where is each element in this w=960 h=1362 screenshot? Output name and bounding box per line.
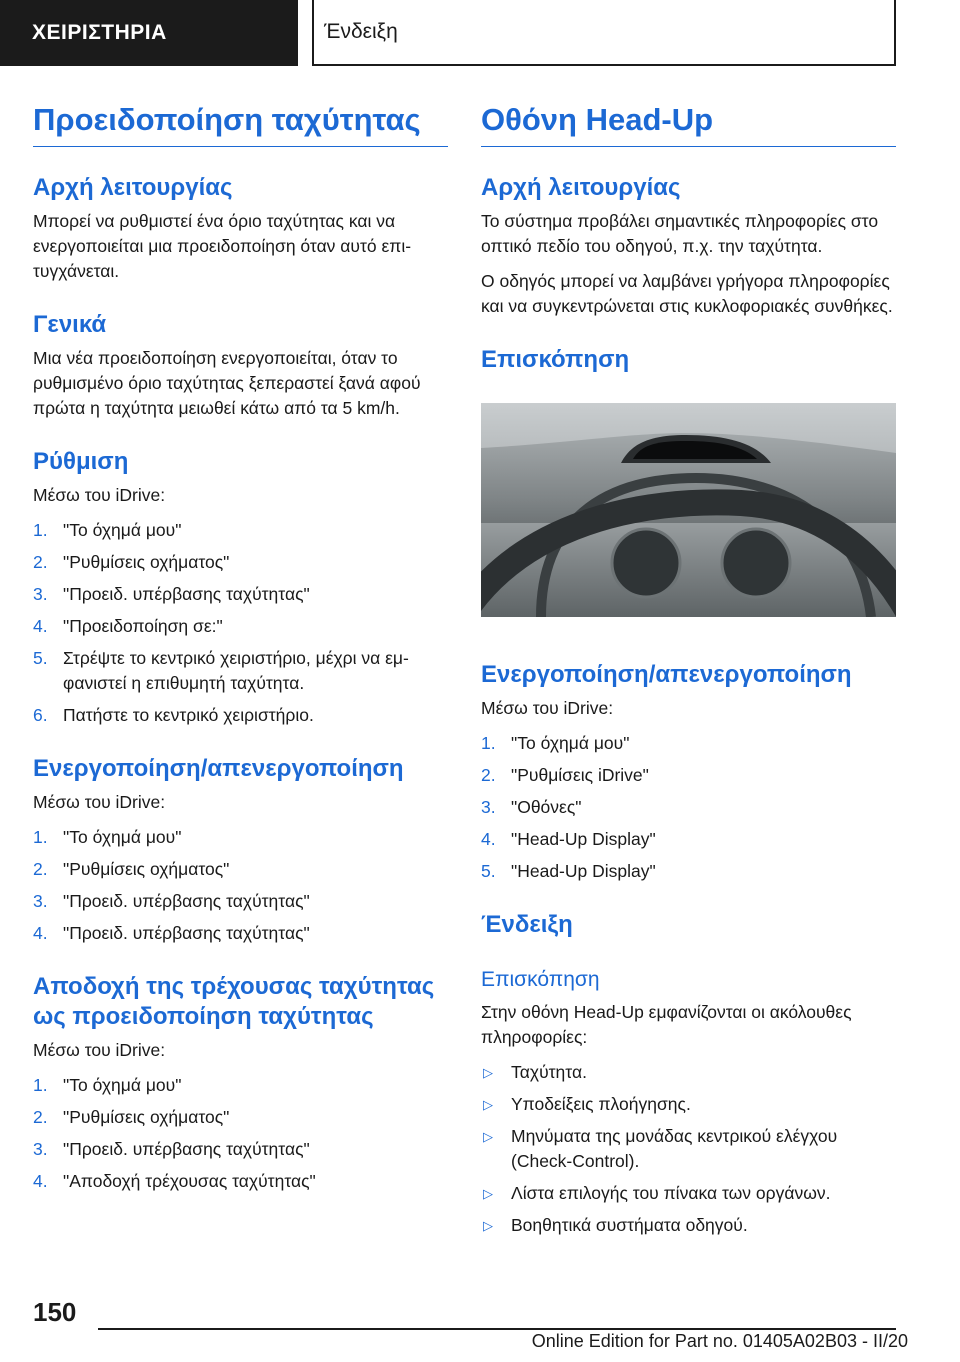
- step-text: "Ρυθμίσεις οχήματος": [63, 859, 230, 879]
- bullet-triangle-icon: ▷: [483, 1218, 493, 1233]
- step-number: 4.: [33, 1171, 48, 1191]
- list-item: [481, 1060, 896, 1085]
- list-item: [481, 827, 896, 852]
- bullet-text: Λίστα επιλογής του πίνακα των οργάνων.: [511, 1183, 831, 1203]
- tachometer-gauge: [722, 529, 790, 597]
- step-text: "Το όχημά μου": [511, 733, 630, 753]
- principle-text: Μπορεί να ρυθμιστεί ένα όριο ταχύτητας και να ενεργοποιείται μια προειδοποίηση όταν αυτό επιτυγχάνεται.: [33, 211, 412, 281]
- display-intro: Στην οθόνη Head-Up εμφανίζονται οι ακόλουθες πληροφορίες:: [481, 1002, 852, 1047]
- step-number: 3.: [33, 891, 48, 911]
- list-item: [33, 857, 448, 882]
- display-info-list: [481, 1060, 896, 1238]
- list-item: [481, 859, 896, 884]
- bullet-text: Βοηθητικά συστήματα οδηγού.: [511, 1215, 748, 1235]
- list-item: [33, 703, 448, 728]
- heading-general: Γενικά: [33, 311, 107, 338]
- footer-divider: [98, 1328, 896, 1330]
- list-item: [481, 731, 896, 756]
- step-text: "Ρυθμίσεις οχήματος": [63, 1107, 230, 1127]
- chapter-label: Ένδειξη: [324, 20, 398, 43]
- speedometer-gauge: [612, 529, 680, 597]
- step-text: "Head-Up Display": [511, 829, 656, 849]
- heading-accept-speed: Αποδοχή της τρέχουσας ταχύτητας ως προειδοποίηση ταχύτητας: [33, 973, 435, 1030]
- step-text: "Προειδ. υπέρβασης ταχύτητας": [63, 923, 310, 943]
- left-page-title: Προειδοποίηση ταχύτητας: [33, 100, 448, 147]
- list-item: [33, 1073, 448, 1098]
- bullet-text: Υποδείξεις πλοήγησης.: [511, 1094, 691, 1114]
- section-tab: [0, 0, 298, 66]
- step-text: "Το όχημά μου": [63, 827, 182, 847]
- head-up-display-photo: [481, 403, 896, 617]
- heading-hud-principle: Αρχή λειτουργίας: [481, 174, 681, 201]
- bullet-text: Μηνύματα της μονάδας κεντρικού ελέγχου (Check-Control).: [511, 1126, 838, 1171]
- step-number: 3.: [33, 1139, 48, 1159]
- setting-intro: Μέσω του iDrive:: [33, 485, 166, 505]
- step-number: 1.: [481, 733, 496, 753]
- step-text: "Οθόνες": [511, 797, 582, 817]
- list-item: [481, 1213, 896, 1238]
- list-item: [33, 518, 448, 543]
- bullet-triangle-icon: ▷: [483, 1097, 493, 1112]
- step-number: 4.: [481, 829, 496, 849]
- step-text: "Προειδ. υπέρβασης ταχύτητας": [63, 584, 310, 604]
- heading-hud-on-off: Ενεργοποίηση/απενεργοποίηση: [481, 661, 852, 688]
- setting-steps: [33, 518, 448, 728]
- step-number: 6.: [33, 705, 48, 725]
- list-item: [481, 763, 896, 788]
- list-item: [33, 646, 448, 696]
- bullet-triangle-icon: ▷: [483, 1065, 493, 1080]
- list-item: [481, 795, 896, 820]
- list-item: [33, 614, 448, 639]
- step-text: "Ρυθμίσεις οχήματος": [63, 552, 230, 572]
- step-text: "Αποδοχή τρέχουσας ταχύτητας": [63, 1171, 316, 1191]
- step-number: 1.: [33, 827, 48, 847]
- page-number: 150: [33, 1297, 77, 1327]
- right-column: [481, 100, 896, 1245]
- hud-on-off-intro: Μέσω του iDrive:: [481, 698, 614, 718]
- on-off-intro: Μέσω του iDrive:: [33, 792, 166, 812]
- bullet-triangle-icon: ▷: [483, 1129, 493, 1144]
- list-item: [33, 1137, 448, 1162]
- hud-on-off-steps: [481, 731, 896, 884]
- step-text: "Προειδ. υπέρβασης ταχύτητας": [63, 1139, 310, 1159]
- step-number: 2.: [33, 552, 48, 572]
- step-number: 2.: [33, 859, 48, 879]
- general-text: Μια νέα προειδοποίηση ενεργοποιείται, όταν το ρυθμισμένο όριο ταχύτητας ξεπεραστεί ξανά αφού πρώτα η ταχύτητα μειωθεί κάτω από τα 5 km/h.: [33, 348, 421, 418]
- left-column: [33, 100, 448, 1201]
- hud-principle-text-1: Το σύστημα προβάλει σημαντικές πληροφορίες στο οπτικό πεδίο του οδηγού, π.χ. την ταχύτητα.: [481, 211, 879, 256]
- list-item: [481, 1124, 896, 1174]
- step-text: "Το όχημά μου": [63, 1075, 182, 1095]
- step-text: "Προειδοποίηση σε:": [63, 616, 223, 636]
- step-text: Πατήστε το κεντρικό χειριστήριο.: [63, 705, 314, 725]
- list-item: [33, 582, 448, 607]
- heading-overview: Επισκόπηση: [481, 346, 630, 373]
- step-number: 1.: [33, 1075, 48, 1095]
- step-text: "Head-Up Display": [511, 861, 656, 881]
- list-item: [33, 1105, 448, 1130]
- step-text: "Ρυθμίσεις iDrive": [511, 765, 649, 785]
- heading-principle: Αρχή λειτουργίας: [33, 174, 233, 201]
- step-number: 3.: [33, 584, 48, 604]
- accept-speed-intro: Μέσω του iDrive:: [33, 1040, 166, 1060]
- heading-on-off: Ενεργοποίηση/απενεργοποίηση: [33, 755, 404, 782]
- step-number: 2.: [33, 1107, 48, 1127]
- subheading-overview: Επισκόπηση: [481, 968, 600, 991]
- accept-speed-steps: [33, 1073, 448, 1194]
- hud-principle-text-2: Ο οδηγός μπορεί να λαμβάνει γρήγορα πληροφορίες και να συγκεντρώνεται στις κυκλοφοριακές συνθήκες.: [481, 271, 893, 316]
- list-item: [33, 550, 448, 575]
- step-number: 4.: [33, 923, 48, 943]
- list-item: [33, 889, 448, 914]
- list-item: [33, 1169, 448, 1194]
- step-text: "Προειδ. υπέρβασης ταχύτητας": [63, 891, 310, 911]
- step-number: 3.: [481, 797, 496, 817]
- step-text: Στρέψτε το κεντρικό χειριστήριο, μέχρι να εμφανιστεί η επιθυμητή ταχύτητα.: [63, 648, 409, 693]
- step-number: 5.: [33, 648, 48, 668]
- list-item: [481, 1181, 896, 1206]
- section-label: ΧΕΙΡΙΣΤΗΡΙΑ: [32, 21, 167, 44]
- heading-display: Ένδειξη: [481, 911, 573, 938]
- list-item: [33, 921, 448, 946]
- list-item: [481, 1092, 896, 1117]
- right-page-title: Οθόνη Head-Up: [481, 100, 896, 147]
- on-off-steps: [33, 825, 448, 946]
- bullet-triangle-icon: ▷: [483, 1186, 493, 1201]
- bullet-text: Ταχύτητα.: [511, 1062, 587, 1082]
- step-number: 4.: [33, 616, 48, 636]
- chapter-tab: [312, 0, 896, 66]
- edition-note: Online Edition for Part no. 01405A02B03 - II/20: [531, 1331, 908, 1351]
- heading-setting: Ρύθμιση: [33, 448, 129, 475]
- step-text: "Το όχημά μου": [63, 520, 182, 540]
- step-number: 1.: [33, 520, 48, 540]
- list-item: [33, 825, 448, 850]
- step-number: 5.: [481, 861, 496, 881]
- step-number: 2.: [481, 765, 496, 785]
